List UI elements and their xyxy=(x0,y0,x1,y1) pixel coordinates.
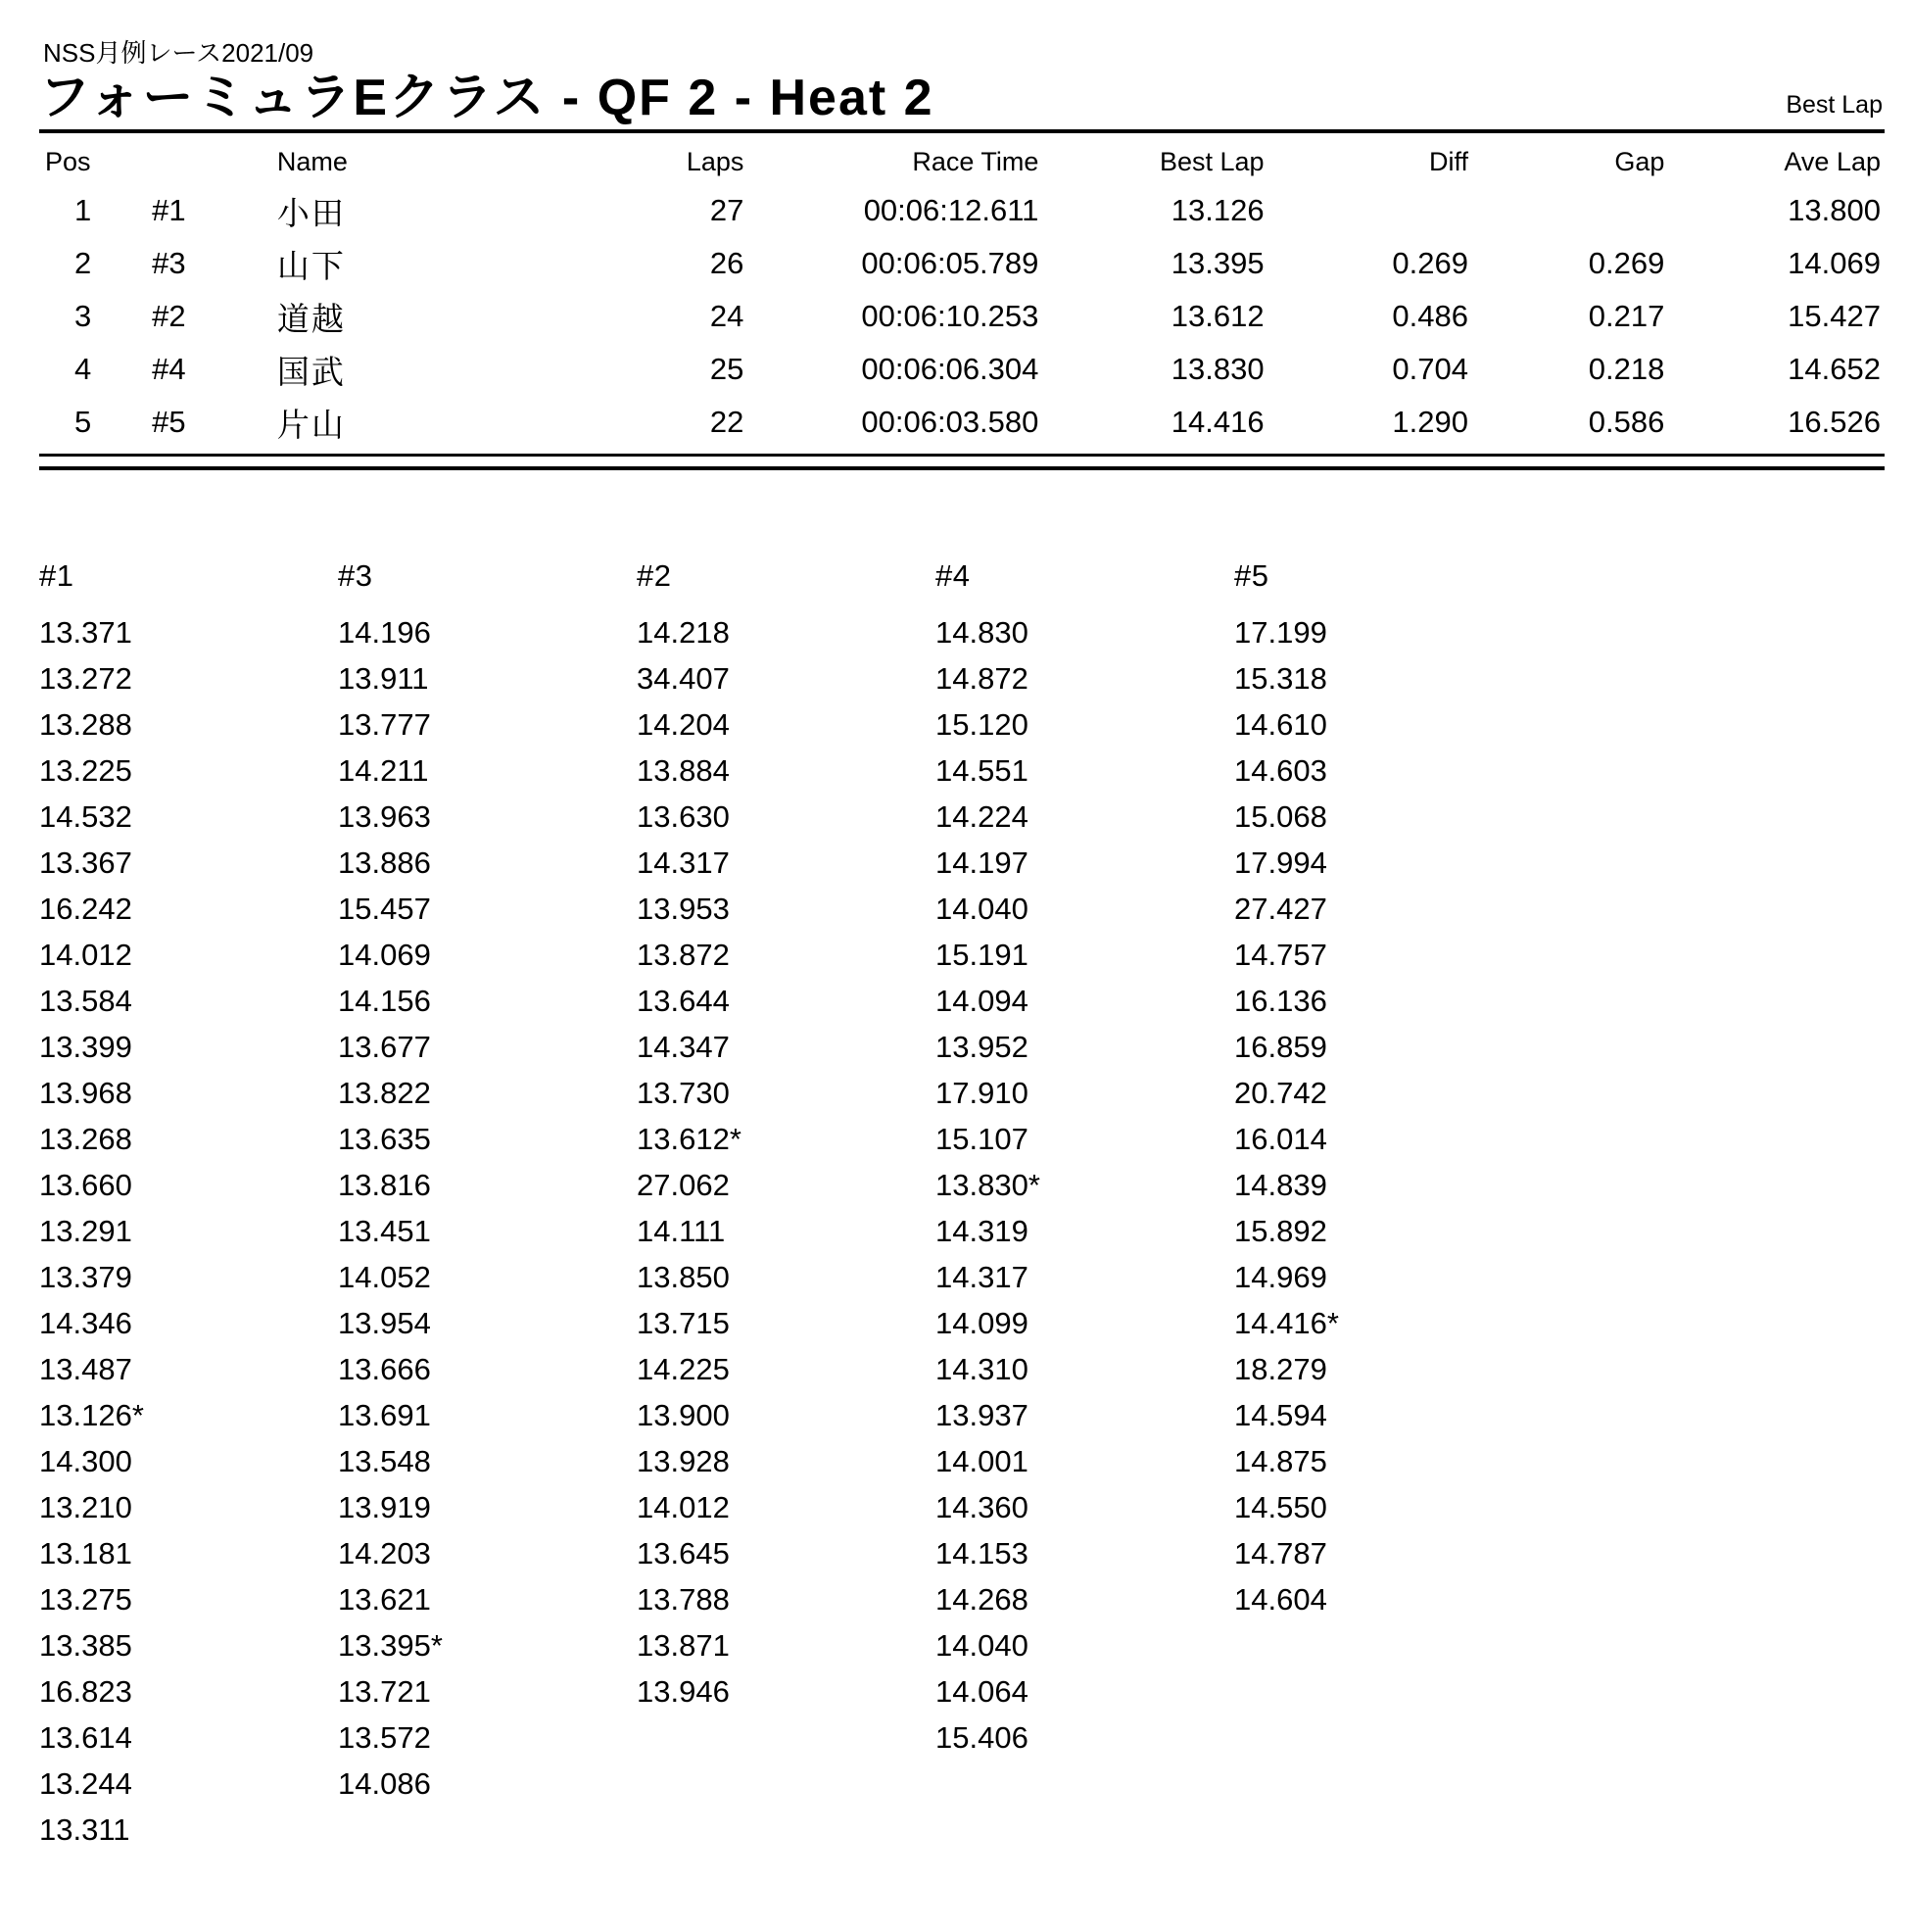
lap-time-cell: 15.068 xyxy=(1234,798,1327,834)
lap-time-cell: 17.910 xyxy=(935,1075,1028,1110)
lap-time-cell: 13.952 xyxy=(935,1029,1028,1064)
lap-time-cell: 13.954 xyxy=(338,1305,431,1340)
lap-time-cell: 13.946 xyxy=(637,1673,730,1709)
cell-car: #4 xyxy=(152,352,186,387)
lap-time-cell: 14.197 xyxy=(935,845,1028,880)
cell-name: 道越 xyxy=(276,300,346,337)
lap-time-cell: 14.604 xyxy=(1234,1581,1327,1617)
page-title: フォーミュラEクラス - QF 2 - Heat 2 xyxy=(39,70,934,126)
lap-time-cell: 14.610 xyxy=(1234,706,1327,742)
cell-diff: 0.704 xyxy=(1392,352,1468,387)
lap-time-cell: 13.584 xyxy=(39,983,132,1018)
lap-time-cell: 13.572 xyxy=(338,1719,431,1755)
lap-time-cell: 20.742 xyxy=(1234,1075,1327,1110)
lap-time-cell: 14.268 xyxy=(935,1581,1028,1617)
lap-time-cell: 27.062 xyxy=(637,1167,730,1202)
lap-time-cell: 13.871 xyxy=(637,1627,730,1663)
lap-time-cell: 13.275 xyxy=(39,1581,132,1617)
lap-time-cell: 14.787 xyxy=(1234,1535,1327,1570)
lap-time-cell: 14.310 xyxy=(935,1351,1028,1386)
cell-name: 小田 xyxy=(276,194,346,231)
lap-time-cell: 13.371 xyxy=(39,614,132,650)
lap-time-cell: 14.204 xyxy=(637,706,730,742)
lap-time-cell: 14.532 xyxy=(39,798,132,834)
lap-time-cell: 13.830* xyxy=(935,1167,1040,1202)
lap-time-cell: 16.242 xyxy=(39,891,132,926)
lap-time-cell: 14.156 xyxy=(338,983,431,1018)
cell-car: #2 xyxy=(152,299,186,334)
cell-pos: 3 xyxy=(73,299,92,334)
cell-pos: 4 xyxy=(73,352,92,387)
lap-time-cell: 14.069 xyxy=(338,937,431,972)
lap-time-cell: 13.367 xyxy=(39,845,132,880)
column-header-car xyxy=(126,147,244,185)
lap-time-cell: 13.928 xyxy=(637,1443,730,1478)
lap-time-cell: 14.839 xyxy=(1234,1167,1327,1202)
cell-race-time: 00:06:10.253 xyxy=(861,299,1039,334)
lap-time-cell: 13.715 xyxy=(637,1305,730,1340)
lap-time-cell: 14.347 xyxy=(637,1029,730,1064)
cell-diff: 0.486 xyxy=(1392,299,1468,334)
lap-time-cell: 13.291 xyxy=(39,1213,132,1248)
lap-time-cell: 13.635 xyxy=(338,1121,431,1156)
lap-column-header: #5 xyxy=(1234,557,1269,593)
lap-time-cell: 13.614 xyxy=(39,1719,132,1755)
lap-time-cell: 13.660 xyxy=(39,1167,132,1202)
lap-time-cell: 14.052 xyxy=(338,1259,431,1294)
lap-time-cell: 15.406 xyxy=(935,1719,1028,1755)
event-subtitle: NSS月例レース2021/09 xyxy=(43,38,314,68)
lap-time-cell: 13.379 xyxy=(39,1259,132,1294)
lap-time-cell: 13.691 xyxy=(338,1397,431,1432)
lap-time-cell: 16.823 xyxy=(39,1673,132,1709)
column-header-diff: Diff xyxy=(1428,146,1468,176)
lap-time-cell: 14.203 xyxy=(338,1535,431,1570)
cell-best-lap: 13.612 xyxy=(1171,299,1265,334)
lap-time-cell: 17.994 xyxy=(1234,845,1327,880)
lap-time-cell: 13.900 xyxy=(637,1397,730,1432)
lap-time-cell: 13.919 xyxy=(338,1489,431,1524)
lap-time-cell: 13.816 xyxy=(338,1167,431,1202)
cell-race-time: 00:06:12.611 xyxy=(863,193,1039,228)
lap-time-cell: 15.892 xyxy=(1234,1213,1327,1248)
table-row xyxy=(39,238,1885,291)
lap-time-cell: 13.272 xyxy=(39,660,132,696)
cell-ave-lap: 15.427 xyxy=(1788,299,1881,334)
lap-time-cell: 14.040 xyxy=(935,891,1028,926)
lap-time-cell: 14.317 xyxy=(935,1259,1028,1294)
cell-gap xyxy=(1468,185,1664,238)
lap-time-cell: 13.451 xyxy=(338,1213,431,1248)
lap-time-cell: 15.120 xyxy=(935,706,1028,742)
best-lap-header-label: Best Lap xyxy=(1786,90,1883,119)
column-header-ave-lap: Ave Lap xyxy=(1784,146,1881,176)
cell-diff: 1.290 xyxy=(1392,405,1468,440)
lap-time-cell: 14.012 xyxy=(637,1489,730,1524)
lap-time-cell: 14.550 xyxy=(1234,1489,1327,1524)
cell-pos: 2 xyxy=(73,246,92,281)
lap-time-cell: 13.399 xyxy=(39,1029,132,1064)
cell-ave-lap: 14.069 xyxy=(1788,246,1881,281)
cell-race-time: 00:06:03.580 xyxy=(861,405,1039,440)
lap-time-cell: 14.757 xyxy=(1234,937,1327,972)
cell-gap: 0.269 xyxy=(1588,246,1665,281)
lap-time-cell: 14.317 xyxy=(637,845,730,880)
table-row xyxy=(39,344,1885,397)
cell-gap: 0.218 xyxy=(1588,352,1665,387)
lap-time-cell: 16.859 xyxy=(1234,1029,1327,1064)
lap-time-cell: 13.630 xyxy=(637,798,730,834)
lap-time-cell: 13.937 xyxy=(935,1397,1028,1432)
lap-time-cell: 14.099 xyxy=(935,1305,1028,1340)
lap-column-header: #1 xyxy=(39,557,74,593)
table-row xyxy=(39,291,1885,344)
cell-car: #1 xyxy=(152,193,186,228)
lap-time-cell: 14.360 xyxy=(935,1489,1028,1524)
cell-best-lap: 14.416 xyxy=(1171,405,1265,440)
cell-best-lap: 13.395 xyxy=(1171,246,1265,281)
lap-time-cell: 13.244 xyxy=(39,1765,132,1801)
cell-car: #5 xyxy=(152,405,186,440)
cell-laps: 24 xyxy=(709,299,744,334)
lap-time-cell: 13.677 xyxy=(338,1029,431,1064)
lap-column xyxy=(637,558,935,1853)
lap-time-cell: 14.086 xyxy=(338,1765,431,1801)
lap-time-cell: 17.199 xyxy=(1234,614,1327,650)
cell-diff: 0.269 xyxy=(1392,246,1468,281)
column-header-race-time: Race Time xyxy=(912,146,1039,176)
results-header-row xyxy=(39,147,1885,185)
lap-time-cell: 14.346 xyxy=(39,1305,132,1340)
cell-name: 片山 xyxy=(276,406,346,443)
lap-time-cell: 14.211 xyxy=(338,752,429,788)
results-divider-thin xyxy=(39,454,1885,457)
column-header-name: Name xyxy=(276,146,348,176)
lap-time-cell: 13.721 xyxy=(338,1673,431,1709)
lap-time-cell: 13.850 xyxy=(637,1259,730,1294)
lap-time-cell: 15.107 xyxy=(935,1121,1028,1156)
lap-time-cell: 14.300 xyxy=(39,1443,132,1478)
lap-time-cell: 13.181 xyxy=(39,1535,132,1570)
lap-time-cell: 13.548 xyxy=(338,1443,431,1478)
title-row xyxy=(39,72,1885,133)
lap-time-cell: 14.594 xyxy=(1234,1397,1327,1432)
lap-time-cell: 13.666 xyxy=(338,1351,431,1386)
lap-time-cell: 13.210 xyxy=(39,1489,132,1524)
lap-time-cell: 15.457 xyxy=(338,891,431,926)
cell-race-time: 00:06:06.304 xyxy=(861,352,1039,387)
lap-time-cell: 14.872 xyxy=(935,660,1028,696)
results-divider-thick xyxy=(39,466,1885,470)
lap-time-cell: 14.012 xyxy=(39,937,132,972)
cell-ave-lap: 13.800 xyxy=(1788,193,1881,228)
lap-time-cell: 14.040 xyxy=(935,1627,1028,1663)
cell-best-lap: 13.830 xyxy=(1171,352,1265,387)
lap-time-cell: 13.822 xyxy=(338,1075,431,1110)
lap-time-cell: 13.268 xyxy=(39,1121,132,1156)
cell-race-time: 00:06:05.789 xyxy=(861,246,1039,281)
lap-time-cell: 13.225 xyxy=(39,752,132,788)
cell-pos: 5 xyxy=(73,405,92,440)
lap-time-cell: 14.416* xyxy=(1234,1305,1339,1340)
table-row xyxy=(39,397,1885,450)
lap-time-cell: 13.777 xyxy=(338,706,431,742)
lap-time-cell: 13.311 xyxy=(39,1811,130,1847)
cell-laps: 26 xyxy=(709,246,744,281)
lap-time-cell: 14.001 xyxy=(935,1443,1028,1478)
lap-column-header: #4 xyxy=(935,557,971,593)
column-header-laps: Laps xyxy=(686,146,744,176)
lap-time-cell: 14.875 xyxy=(1234,1443,1327,1478)
lap-time-cell: 14.218 xyxy=(637,614,730,650)
results-table xyxy=(39,147,1885,450)
lap-time-cell: 13.288 xyxy=(39,706,132,742)
cell-ave-lap: 14.652 xyxy=(1788,352,1881,387)
cell-laps: 27 xyxy=(709,193,744,228)
lap-time-cell: 14.319 xyxy=(935,1213,1028,1248)
lap-column xyxy=(1234,558,1533,1853)
lap-time-cell: 14.196 xyxy=(338,614,431,650)
cell-laps: 25 xyxy=(709,352,744,387)
lap-time-cell: 13.884 xyxy=(637,752,730,788)
lap-time-cell: 13.872 xyxy=(637,937,730,972)
lap-column xyxy=(338,558,637,1853)
lap-time-cell: 13.730 xyxy=(637,1075,730,1110)
lap-time-cell: 15.318 xyxy=(1234,660,1327,696)
cell-name: 国武 xyxy=(276,353,346,390)
lap-time-cell: 13.126* xyxy=(39,1397,144,1432)
lap-time-cell: 13.385 xyxy=(39,1627,132,1663)
cell-pos: 1 xyxy=(73,193,92,228)
lap-time-cell: 14.111 xyxy=(637,1213,726,1248)
lap-column xyxy=(39,558,338,1853)
column-header-best-lap: Best Lap xyxy=(1160,146,1265,176)
lap-time-cell: 34.407 xyxy=(637,660,730,696)
table-row xyxy=(39,185,1885,238)
lap-time-cell: 13.644 xyxy=(637,983,730,1018)
cell-name: 山下 xyxy=(276,247,346,284)
column-header-pos: Pos xyxy=(45,146,91,176)
lap-time-cell: 14.153 xyxy=(935,1535,1028,1570)
lap-column-header: #3 xyxy=(338,557,373,593)
cell-diff xyxy=(1265,185,1468,238)
cell-car: #3 xyxy=(152,246,186,281)
lap-time-cell: 14.224 xyxy=(935,798,1028,834)
lap-time-cell: 14.064 xyxy=(935,1673,1028,1709)
lap-time-cell: 13.968 xyxy=(39,1075,132,1110)
lap-time-cell: 13.963 xyxy=(338,798,431,834)
cell-best-lap: 13.126 xyxy=(1171,193,1265,228)
lap-time-cell: 14.969 xyxy=(1234,1259,1327,1294)
lap-time-cell: 13.788 xyxy=(637,1581,730,1617)
lap-time-cell: 13.911 xyxy=(338,660,429,696)
lap-times-grid xyxy=(39,558,1885,1853)
lap-time-cell: 18.279 xyxy=(1234,1351,1327,1386)
lap-time-cell: 14.094 xyxy=(935,983,1028,1018)
cell-gap: 0.217 xyxy=(1588,299,1665,334)
lap-time-cell: 13.645 xyxy=(637,1535,730,1570)
lap-time-cell: 14.225 xyxy=(637,1351,730,1386)
lap-time-cell: 15.191 xyxy=(935,937,1028,972)
lap-column-header: #2 xyxy=(637,557,672,593)
lap-time-cell: 13.395* xyxy=(338,1627,443,1663)
cell-laps: 22 xyxy=(709,405,744,440)
lap-time-cell: 14.603 xyxy=(1234,752,1327,788)
lap-time-cell: 13.886 xyxy=(338,845,431,880)
lap-time-cell: 14.830 xyxy=(935,614,1028,650)
lap-time-cell: 13.612* xyxy=(637,1121,741,1156)
lap-time-cell: 13.953 xyxy=(637,891,730,926)
cell-gap: 0.586 xyxy=(1588,405,1665,440)
lap-time-cell: 16.136 xyxy=(1234,983,1327,1018)
lap-time-cell: 27.427 xyxy=(1234,891,1327,926)
lap-column xyxy=(935,558,1234,1853)
lap-time-cell: 16.014 xyxy=(1234,1121,1327,1156)
lap-time-cell: 14.551 xyxy=(935,752,1028,788)
lap-time-cell: 13.487 xyxy=(39,1351,132,1386)
column-header-gap: Gap xyxy=(1614,146,1665,176)
cell-ave-lap: 16.526 xyxy=(1788,405,1881,440)
lap-time-cell: 13.621 xyxy=(338,1581,431,1617)
